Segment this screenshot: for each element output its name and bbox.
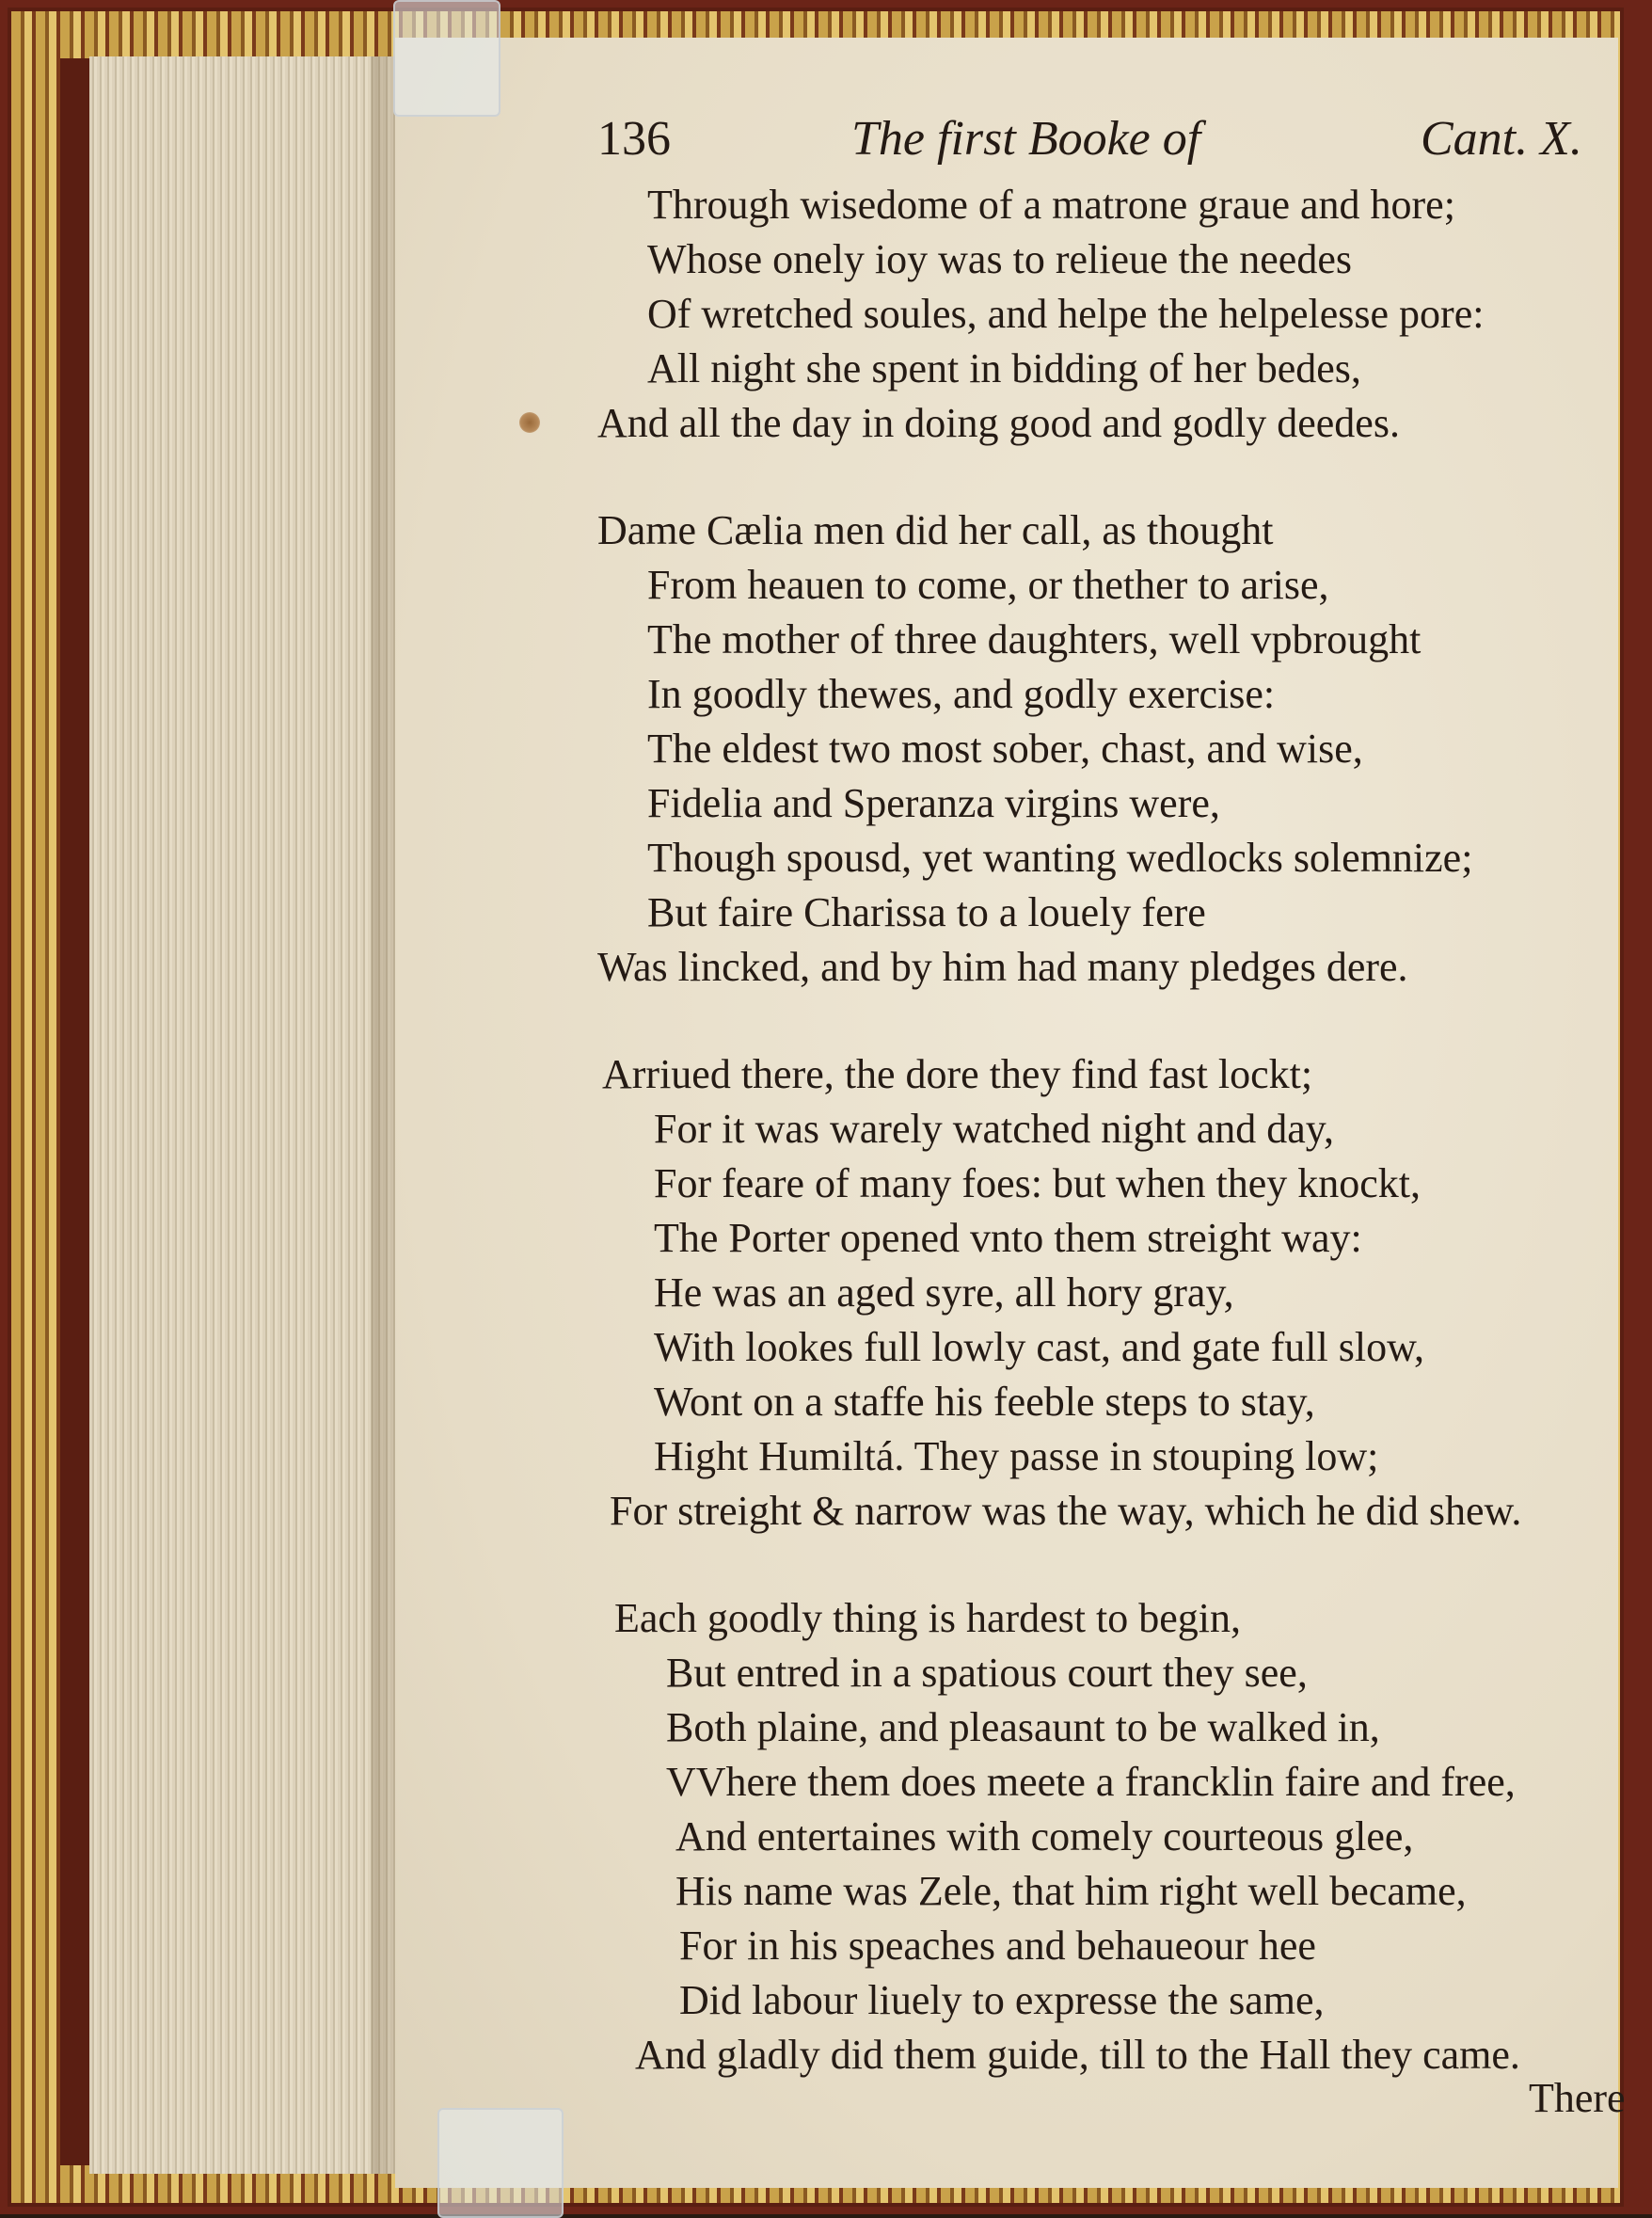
folio-number: 136 [597,112,671,166]
verse-line: But entred in a spatious court they see, [666,1650,1308,1696]
verse-line: Of wretched soules, and helpe the helpelesse pore: [647,291,1485,337]
verse-line: Though spousd, yet wanting wedlocks solemnize; [647,835,1473,881]
verse-line: And gladly did them guide, till to the Hall they came. [635,2032,1520,2078]
page-fore-edge [89,56,402,2174]
verse-line: All night she spent in bidding of her bedes, [647,345,1361,391]
catchword: There [1529,2075,1626,2121]
verse-line: Was lincked, and by him had many pledges dere. [597,944,1408,990]
verse-line: His name was Zele, that him right well became, [675,1868,1467,1914]
verse-line: From heauen to come, or thether to arise, [647,562,1329,608]
verse-line: Arriued there, the dore they find fast lockt; [602,1051,1313,1097]
verse-line: Whose onely ioy was to relieue the needes [647,236,1352,282]
verse-line: Fidelia and Speranza virgins were, [647,780,1220,826]
running-title: The first Booke of [851,112,1201,166]
page-stain [519,412,540,433]
page-clip-bottom [437,2108,564,2218]
verse-line: And entertaines with comely courteous glee, [675,1813,1414,1859]
verse-line: Through wisedome of a matrone graue and hore; [647,182,1455,228]
verse-line: But faire Charissa to a louely fere [647,889,1206,935]
verse-line: With lookes full lowly cast, and gate full slow, [654,1324,1425,1370]
verse-line: Did labour liuely to expresse the same, [679,1977,1325,2023]
verse-line: The eldest two most sober, chast, and wise, [647,726,1363,772]
verse-line: In goodly thewes, and godly exercise: [647,671,1276,717]
verse-line: For streight & narrow was the way, which he did shew. [610,1488,1522,1534]
verse-line: For it was warely watched night and day, [654,1106,1334,1152]
verse-line: Each goodly thing is hardest to begin, [614,1595,1241,1641]
verse-line: VVhere them does meete a francklin faire and free, [666,1759,1516,1805]
verse-line: Both plaine, and pleasaunt to be walked in, [666,1704,1380,1750]
verse-line: For in his speaches and behaueour hee [679,1923,1316,1969]
verse-line: Hight Humiltá. They passe in stouping low; [654,1433,1379,1479]
verse-line: Wont on a staffe his feeble steps to stay, [654,1379,1315,1425]
canto-label: Cant. X. [1421,112,1582,166]
verse-line: For feare of many foes: but when they knockt, [654,1160,1421,1206]
page-clip-top [393,0,500,117]
verse-line: He was an aged syre, all hory gray, [654,1269,1234,1316]
verse-line: The mother of three daughters, well vpbrought [647,616,1422,662]
verse-line: And all the day in doing good and godly deedes. [597,400,1400,446]
verse-line: The Porter opened vnto them streight way: [654,1215,1362,1261]
verse-line: Dame Cælia men did her call, as thought [597,507,1274,553]
